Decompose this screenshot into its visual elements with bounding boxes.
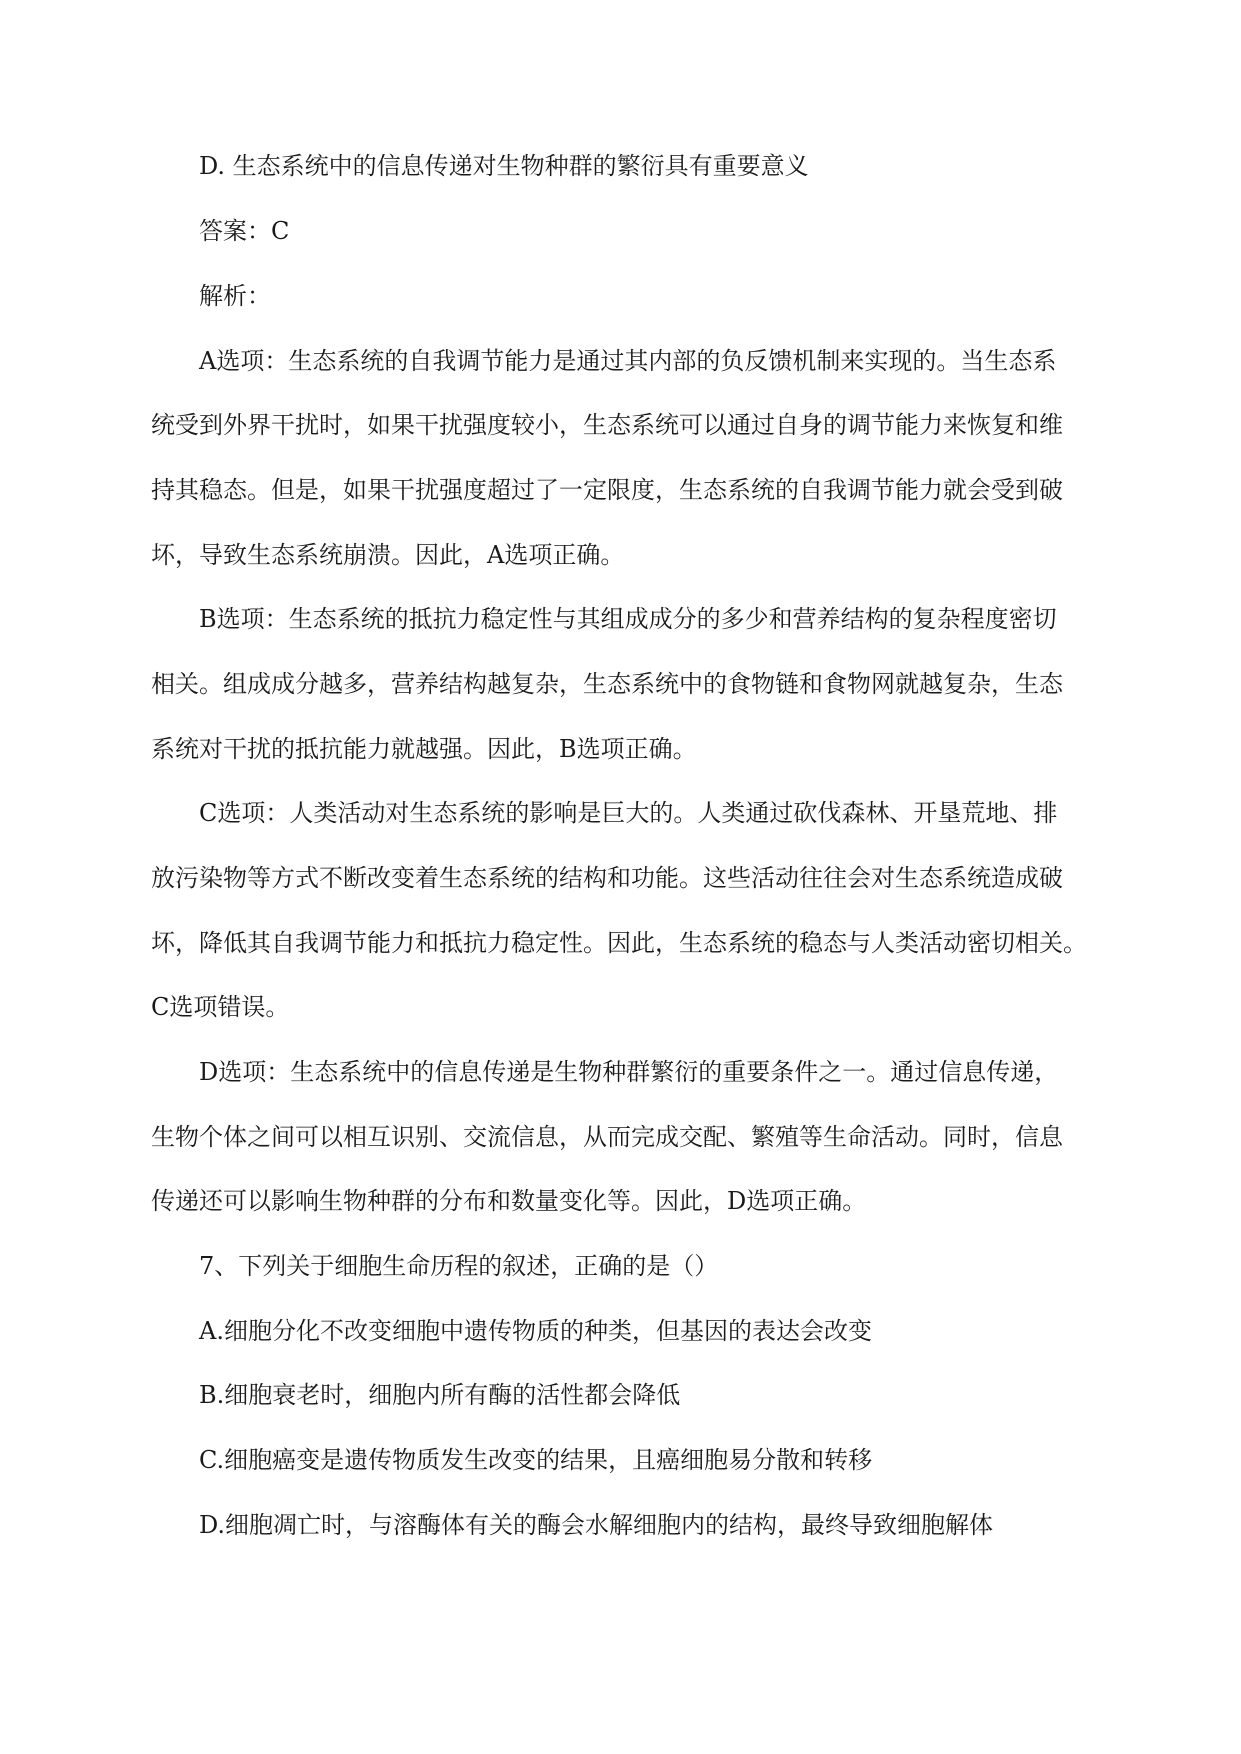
analysis-a-line-2: 统受到外界干扰时，如果干扰强度较小，生态系统可以通过自身的调节能力来恢复和维 — [151, 411, 1063, 439]
analysis-a-line-1: A选项：生态系统的自我调节能力是通过其内部的负反馈机制来实现的。当生态系 — [199, 347, 1057, 375]
analysis-b-line-1: B选项：生态系统的抵抗力稳定性与其组成成分的多少和营养结构的复杂程度密切 — [199, 605, 1057, 633]
analysis-d-line-1: D选项：生态系统中的信息传递是生物种群繁衍的重要条件之一。通过信息传递， — [199, 1058, 1059, 1086]
analysis-a-line-4: 坏，导致生态系统崩溃。因此，A选项正确。 — [151, 541, 625, 569]
analysis-b-line-3: 系统对干扰的抵抗能力就越强。因此，B选项正确。 — [151, 735, 697, 763]
analysis-c-line-3: 坏，降低其自我调节能力和抵抗力稳定性。因此，生态系统的稳态与人类活动密切相关。 — [151, 929, 1087, 957]
option-d-prev-question: D. 生态系统中的信息传递对生物种群的繁衍具有重要意义 — [199, 152, 809, 180]
question-7-option-c: C.细胞癌变是遗传物质发生改变的结果，且癌细胞易分散和转移 — [199, 1446, 873, 1474]
analysis-b-line-2: 相关。组成成分越多，营养结构越复杂，生态系统中的食物链和食物网就越复杂，生态 — [151, 670, 1063, 698]
analysis-a-line-3: 持其稳态。但是，如果干扰强度超过了一定限度，生态系统的自我调节能力就会受到破 — [151, 476, 1063, 504]
question-7-option-a: A.细胞分化不改变细胞中遗传物质的种类，但基因的表达会改变 — [199, 1317, 872, 1345]
answer-line: 答案：C — [199, 217, 290, 245]
analysis-d-line-2: 生物个体之间可以相互识别、交流信息，从而完成交配、繁殖等生命活动。同时，信息 — [151, 1123, 1063, 1151]
analysis-heading: 解析： — [199, 282, 271, 310]
question-7-option-b: B.细胞衰老时，细胞内所有酶的活性都会降低 — [199, 1381, 681, 1409]
question-7-option-d: D.细胞凋亡时，与溶酶体有关的酶会水解细胞内的结构，最终导致细胞解体 — [199, 1511, 994, 1539]
analysis-c-line-2: 放污染物等方式不断改变着生态系统的结构和功能。这些活动往往会对生态系统造成破 — [151, 864, 1063, 892]
analysis-c-line-1: C选项：人类活动对生态系统的影响是巨大的。人类通过砍伐森林、开垦荒地、排 — [199, 799, 1058, 827]
question-7-stem: 7、下列关于细胞生命历程的叙述，正确的是（） — [199, 1252, 719, 1280]
analysis-c-line-4: C选项错误。 — [151, 993, 290, 1021]
analysis-d-line-3: 传递还可以影响生物种群的分布和数量变化等。因此，D选项正确。 — [151, 1187, 867, 1215]
